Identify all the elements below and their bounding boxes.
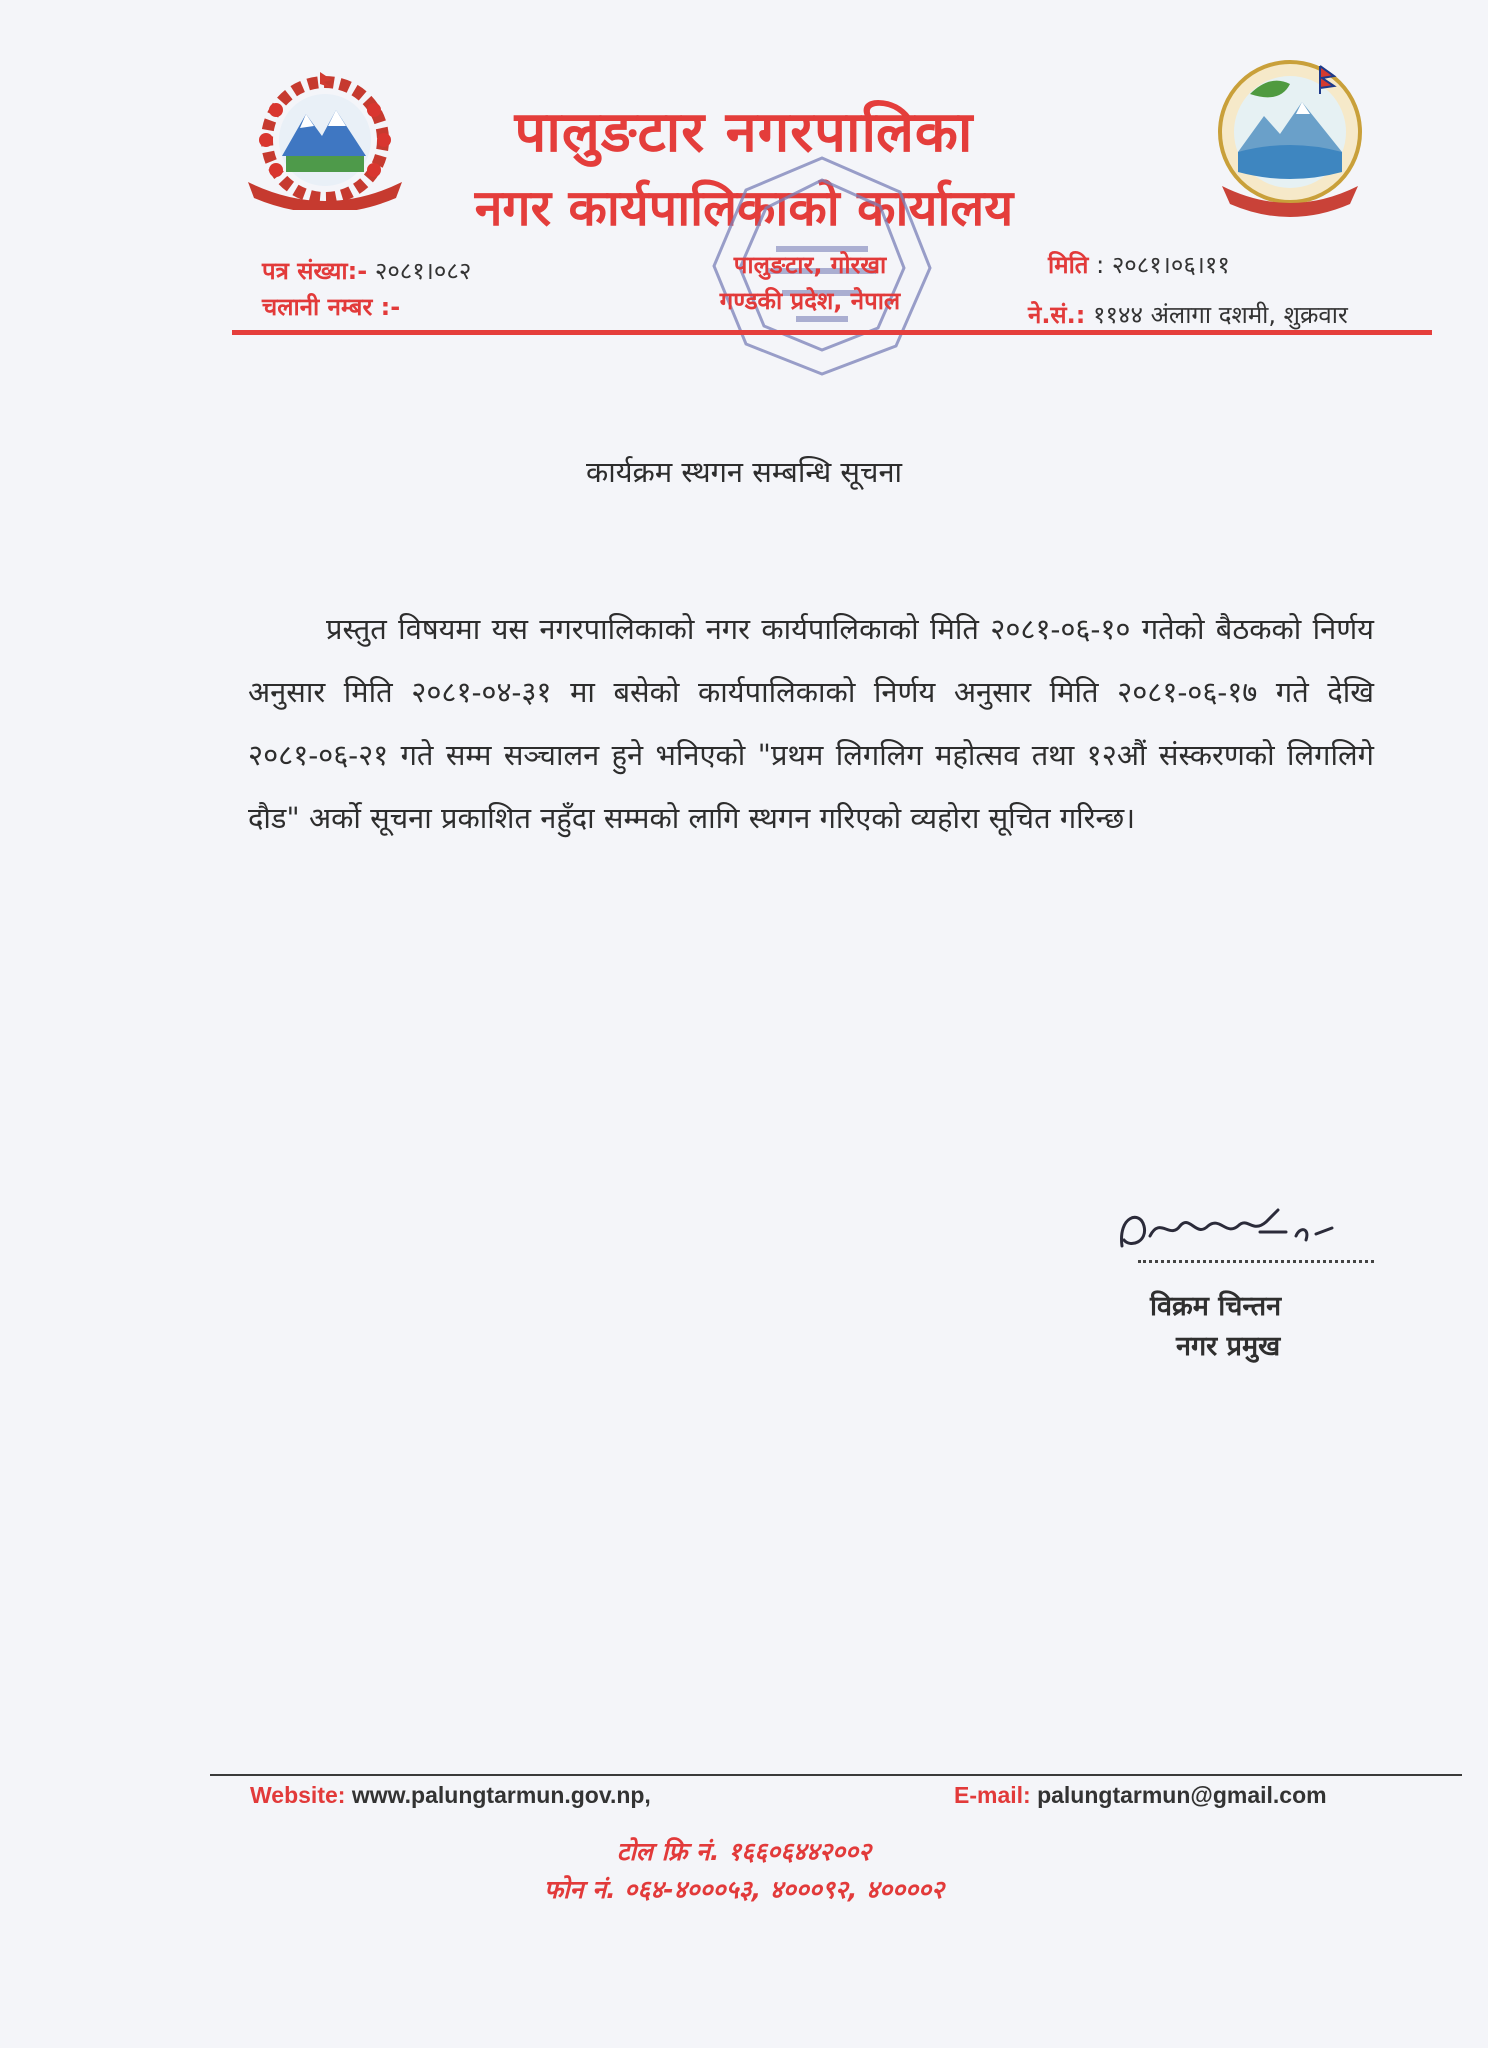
footer-website	[250, 1782, 651, 1809]
footer-email	[954, 1782, 1327, 1809]
website-link[interactable]: www.palungtarmun.gov.np,	[351, 1782, 651, 1808]
nepal-sambat-date	[1028, 298, 1348, 331]
dispatch-number-label: चलानी नम्बर :-	[262, 293, 401, 321]
header-divider	[232, 330, 1432, 335]
date	[1048, 248, 1230, 281]
letter-number-value: २०८१।०८२	[374, 257, 472, 285]
date-value: : २०८१।०६।११	[1096, 251, 1230, 279]
signature-dotted-line	[1138, 1260, 1374, 1263]
nepal-sambat-value: ११४४ अंलागा दशमी, शुक्रवार	[1093, 301, 1348, 329]
office-address-line2: गण्डकी प्रदेश, नेपाल	[719, 287, 901, 315]
handwritten-signature	[1110, 1196, 1360, 1260]
municipality-name: पालुङटार नगरपालिका	[514, 100, 974, 165]
dispatch-number	[262, 290, 400, 323]
email-label: E-mail:	[954, 1782, 1031, 1808]
letter-number	[262, 254, 471, 287]
signatory-name: विक्रम चिन्तन	[1150, 1291, 1282, 1322]
date-label: मिति	[1048, 251, 1089, 279]
email-link[interactable]: palungtarmun@gmail.com	[1037, 1782, 1327, 1808]
footer-divider	[210, 1774, 1462, 1776]
notice-subject: कार्यक्रम स्थगन सम्बन्धि सूचना	[585, 455, 903, 489]
nepal-sambat-label: ने.सं.:	[1028, 301, 1086, 329]
office-name: नगर कार्यपालिकाको कार्यालय	[474, 179, 1014, 237]
phone-numbers: फोन नं. ०६४-४०००५३, ४०००९२, ४००००२	[543, 1875, 945, 1904]
website-label: Website:	[250, 1782, 346, 1808]
office-address-line1: पालुङटार, गोरखा	[733, 251, 887, 279]
letter-number-label: पत्र संख्या:-	[262, 257, 368, 285]
notice-body: प्रस्तुत विषयमा यस नगरपालिकाको नगर कार्यपालिकाको मिति २०८१-०६-१० गतेको बैठकको निर्णय अनुसार मिति २०८१-०४-३१ मा बसेको कार्यपालिकाको निर्णय अनुसार मिति २०८१-०६-१७ गते देखि २०८१-०६-२१ गते सम्म सञ्चालन हुने भनिएको "प्रथम लिगलिग महोत्सव तथा १२औं संस्करणको लिगलिगे दौड" अर्को सूचना प्रकाशित नहुँदा सम्मको लागि स्थगन गरिएको व्यहोरा सूचित गरिन्छ।	[248, 612, 1374, 835]
signatory-designation: नगर प्रमुख	[1176, 1331, 1281, 1362]
toll-free-number: टोल फ्रि नं. १६६०६४४२००२	[616, 1837, 872, 1866]
